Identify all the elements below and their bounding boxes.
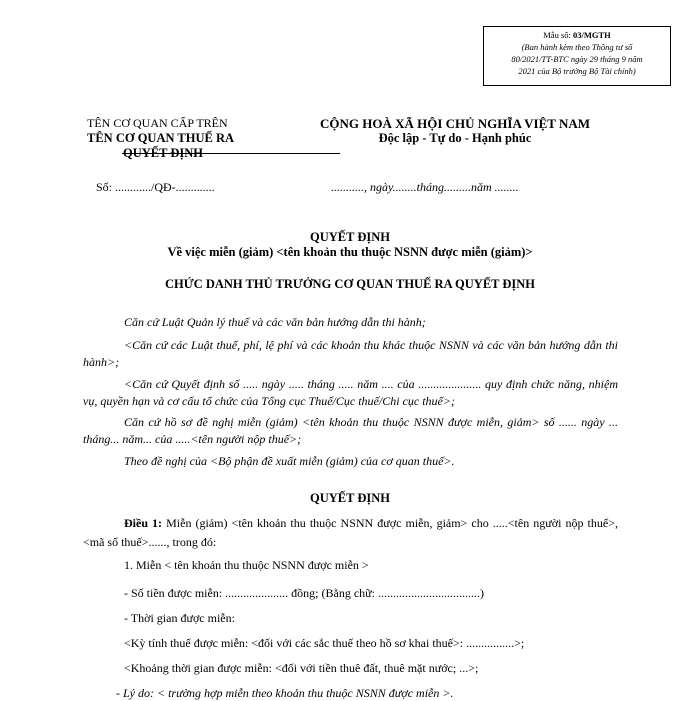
document-number: Số: ............/QĐ-............. [96,180,215,194]
form-note-line3: 2021 của Bộ trưởng Bộ Tài chính) [518,66,636,76]
item-reason: - Lý do: < trường hợp miễn theo khoản thu thuộc NSNN được miễn >. [116,686,454,700]
preamble-4: Căn cứ hồ sơ đề nghị miễn (giảm) <tên khoản thu thuộc NSNN được miễn, giảm> số ...... ngày ... tháng... năm... của .....<tên người nộp thuế>; [83,415,618,446]
national-motto: Độc lập - Tự do - Hạnh phúc [378,131,532,145]
item-amount: - Số tiền được miễn: ..................... đồng; (Bằng chữ: ..................................) [124,586,484,600]
form-note-line1: (Ban hành kèm theo Thông tư số [521,42,633,52]
doc-title: QUYẾT ĐỊNH [310,230,390,244]
document-date: ..........., ngày........tháng.........năm ........ [331,180,519,194]
item-exemption: 1. Miễn < tên khoản thu thuộc NSNN được miễn > [124,558,369,572]
agency-line3: QUYẾT ĐỊNH [123,146,203,160]
article-1-text: Miễn (giảm) <tên khoản thu thuộc NSNN được miễn, giảm> cho .....<tên người nộp thuế>,<mã số thuế>......, trong đó: [83,516,618,549]
agency-line2: TÊN CƠ QUAN THUẾ RA [87,131,235,145]
issuing-authority: CHỨC DANH THỦ TRƯỞNG CƠ QUAN THUẾ RA QUYẾT ĐỊNH [164,277,536,291]
doc-subject: Về việc miễn (giảm) <tên khoản thu thuộc NSNN được miễn (giảm)> [167,245,533,259]
form-code-value: 03/MGTH [572,30,611,40]
preamble-1: Căn cứ Luật Quản lý thuế và các văn bản hướng dẫn thi hành; [124,315,426,329]
form-note-line2: 80/2021/TT-BTC ngày 29 tháng 9 năm [511,54,643,64]
item-tax-period: <Kỳ tính thuế được miễn: <đối với các sắc thuế theo hồ sơ khai thuế>: ................>; [124,636,525,650]
article-1-label: Điều 1: [124,516,163,530]
preamble-2: <Căn cứ các Luật thuế, phí, lệ phí và các khoản thu khác thuộc NSNN và các văn bản hướng dẫn thi hành>; [83,338,618,369]
form-code-label: Mẫu số: [543,30,571,40]
form-code-box [483,26,671,86]
preamble-5: Theo đề nghị của <Bộ phận đề xuất miễn (giảm) của cơ quan thuế>. [124,454,455,468]
article-1 [83,514,618,552]
item-time-range: <Khoảng thời gian được miễn: <đối với tiền thuê đất, thuê mặt nước; ...>; [124,661,479,675]
item-period: - Thời gian được miễn: [124,611,235,625]
agency-underline [122,153,340,154]
form-code [484,29,670,41]
national-title: CỘNG HOÀ XÃ HỘI CHỦ NGHĨA VIỆT NAM [319,116,591,131]
decision-heading: QUYẾT ĐỊNH [310,491,390,505]
agency-line1: TÊN CƠ QUAN CẤP TRÊN [87,116,228,130]
preamble-3: <Căn cứ Quyết định số ..... ngày ..... tháng ..... năm .... của ..................... quy định chức năng, nhiệm vụ, quyền hạn và cơ cấu tổ chức của Tổng cục Thuế/Cục thuế/Chi cục thuế>; [83,377,618,408]
